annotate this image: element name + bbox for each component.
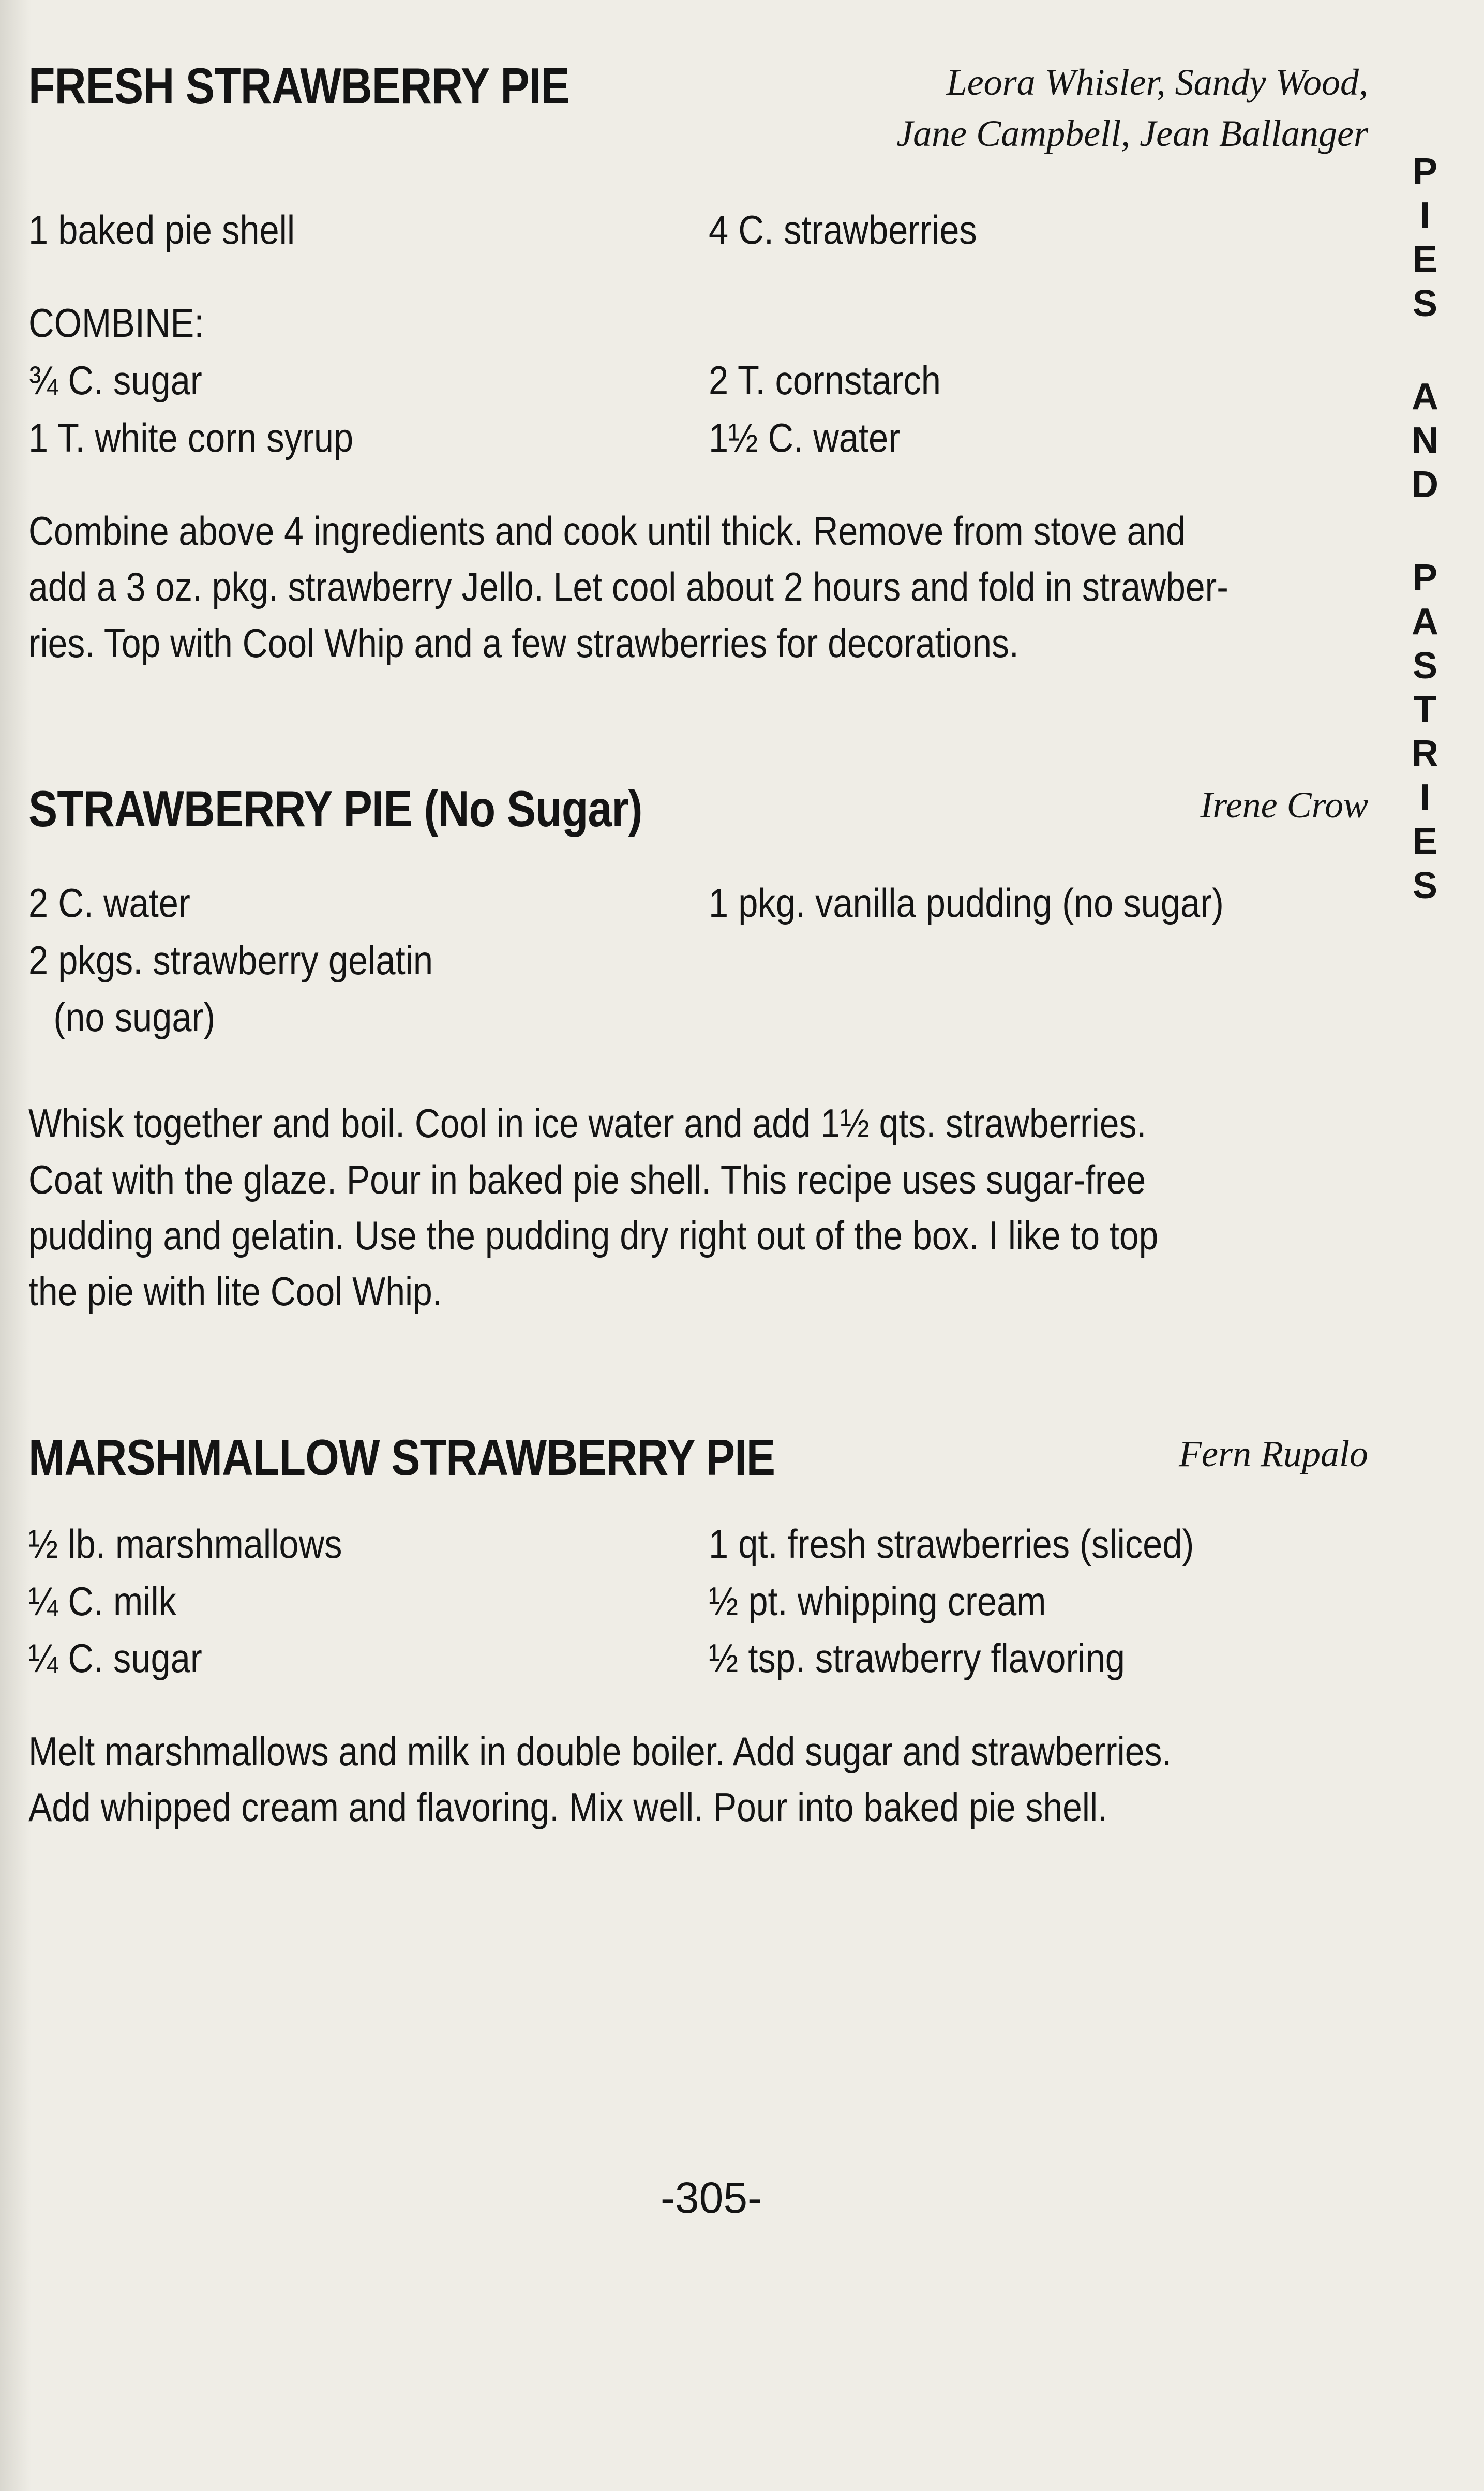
recipe-authors (896, 57, 1368, 160)
directions-line: Whisk together and boil. Cool in ice water and add 1½ qts. strawberries. (28, 1100, 1147, 1146)
page-number: -305- (660, 2173, 762, 2222)
ingredient-list (28, 352, 1368, 467)
ingredient: 2 T. cornstarch (709, 357, 941, 404)
recipe-header (28, 1428, 1368, 1487)
recipe-directions (28, 503, 1370, 671)
authors-line: Fern Rupalo (1179, 1433, 1368, 1474)
ingredient: ½ tsp. strawberry flavoring (709, 1635, 1125, 1681)
side-tab-letter: E (1412, 821, 1438, 862)
ingredient: 2 pkgs. strawberry gelatin (28, 937, 433, 983)
ingredient-list (28, 1515, 1368, 1687)
directions-line: add a 3 oz. pkg. strawberry Jello. Let cool about 2 hours and fold in strawber- (28, 564, 1228, 610)
recipe-title: STRAWBERRY PIE (No Sugar) (28, 780, 642, 837)
directions-line: Melt marshmallows and milk in double boiler. Add sugar and strawberries. (28, 1728, 1172, 1774)
directions-line: pudding and gelatin. Use the pudding dry right out of the box. I like to top (28, 1213, 1159, 1258)
recipe-page (28, 57, 1368, 1836)
side-tab-letter: A (1412, 376, 1438, 417)
recipe-directions (28, 1723, 1370, 1836)
side-tab-space (1397, 326, 1453, 375)
side-tab-letter: I (1419, 777, 1430, 818)
ingredient: ¼ C. sugar (28, 1635, 202, 1681)
section-side-tab (1397, 150, 1453, 908)
ingredient-list (28, 874, 1368, 1046)
side-tab-letter: N (1412, 420, 1438, 461)
directions-line: ries. Top with Cool Whip and a few strawberries for decorations. (28, 620, 1019, 666)
ingredient: ½ pt. whipping cream (709, 1578, 1046, 1624)
directions-line: Coat with the glaze. Pour in baked pie shell. This recipe uses sugar-free (28, 1156, 1146, 1202)
recipe-title: FRESH STRAWBERRY PIE (28, 57, 569, 114)
recipe-strawberry-pie-no-sugar (28, 780, 1368, 1320)
directions-line: Combine above 4 ingredients and cook until thick. Remove from stove and (28, 508, 1186, 554)
side-tab-letter: E (1412, 239, 1438, 280)
ingredient: ½ lb. marshmallows (28, 1520, 342, 1567)
authors-line: Jane Campbell, Jean Ballanger (896, 113, 1368, 155)
ingredient (709, 989, 1289, 1046)
recipe-header (28, 57, 1368, 160)
ingredient: ¼ C. milk (28, 1578, 177, 1624)
recipe-directions (28, 1095, 1370, 1320)
side-tab-letter: D (1412, 464, 1438, 505)
ingredient: ¾ C. sugar (28, 357, 202, 404)
recipe-authors (1200, 780, 1368, 831)
side-tab-space (1397, 507, 1453, 556)
recipe-fresh-strawberry-pie (28, 57, 1368, 671)
recipe-marshmallow-strawberry-pie (28, 1428, 1368, 1836)
side-tab-letter: P (1412, 151, 1438, 192)
ingredient: 4 C. strawberries (709, 206, 977, 252)
ingredient-list (28, 201, 1368, 259)
ingredient: 1 T. white corn syrup (28, 414, 354, 460)
recipe-authors (1179, 1428, 1368, 1480)
side-tab-letter: S (1412, 645, 1438, 687)
side-tab-letter: S (1412, 865, 1438, 906)
ingredient: 1 baked pie shell (28, 206, 295, 252)
recipe-header (28, 780, 1368, 838)
combine-label: COMBINE: (28, 300, 204, 346)
ingredient: 1 qt. fresh strawberries (sliced) (709, 1520, 1194, 1567)
side-tab-letter: I (1419, 195, 1430, 236)
side-tab-letter: A (1412, 601, 1438, 643)
side-tab-letter: P (1412, 557, 1438, 599)
authors-line: Leora Whisler, Sandy Wood, (946, 62, 1368, 103)
directions-line: the pie with lite Cool Whip. (28, 1269, 442, 1315)
side-tab-letter: S (1412, 283, 1438, 324)
ingredient: 1 pkg. vanilla pudding (no sugar) (709, 879, 1224, 926)
page-gutter-shadow (0, 0, 31, 2491)
ingredient: 1½ C. water (709, 414, 901, 460)
directions-line: Add whipped cream and flavoring. Mix well. Pour into baked pie shell. (28, 1784, 1107, 1830)
recipe-title: MARSHMALLOW STRAWBERRY PIE (28, 1428, 775, 1486)
side-tab-letter: R (1412, 733, 1438, 774)
side-tab-letter: T (1414, 689, 1436, 730)
ingredient (709, 932, 1289, 989)
ingredient: 2 C. water (28, 879, 190, 926)
authors-line: Irene Crow (1200, 784, 1368, 826)
ingredient: (no sugar) (53, 994, 216, 1040)
